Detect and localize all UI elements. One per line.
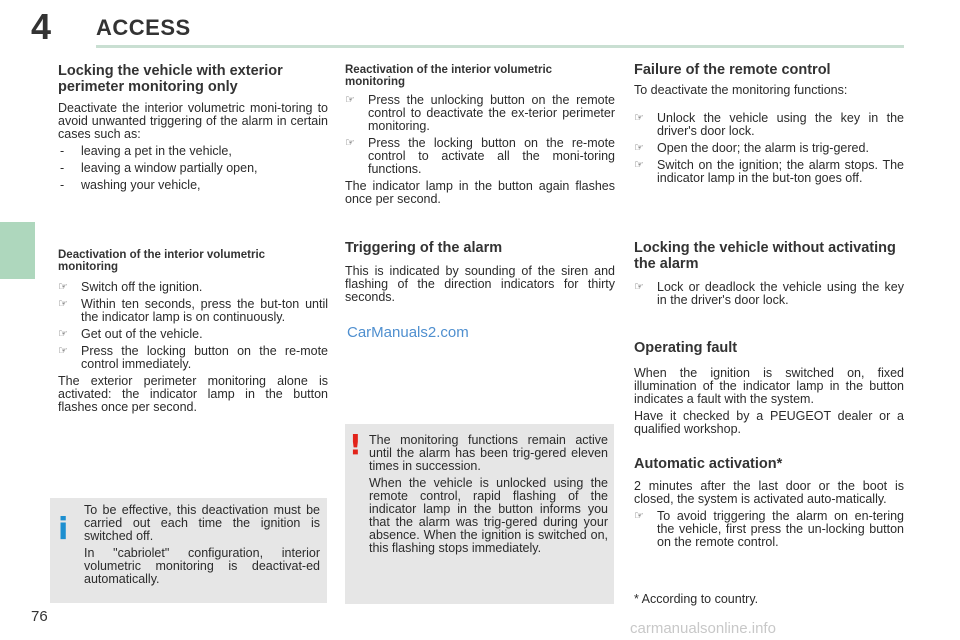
watermark-carmanualsonline[interactable]: carmanualsonline.info	[630, 620, 776, 637]
fault-text: Have it checked by a PEUGEOT dealer or a qualified workshop.	[634, 409, 904, 436]
reactivation-note: The indicator lamp in the button again flashes once per second.	[345, 179, 615, 206]
hand-pointer-icon: ☞	[58, 298, 68, 310]
deactivation-step: ☞ Press the locking button on the re-mote control immediately.	[58, 344, 328, 371]
warning-box-text: The monitoring functions remain active until the alarm has been trig-gered eleven times in succession. When the vehicle is unlocked using the remote control, rapid flashing of the indicator lamp in the button informs you that the alarm was trig-gered during your absence. When the ignition is switched on, this flashing stops immediately.	[369, 433, 608, 555]
case-item: - washing your vehicle,	[60, 178, 201, 192]
hand-pointer-icon: ☞	[634, 281, 644, 293]
intro-text: Deactivate the interior volumetric moni-toring to avoid unwanted triggering of the alarm in certain cases such as:	[58, 101, 328, 141]
failure-title: Failure of the remote control	[634, 62, 831, 78]
auto-activation-step: ☞ To avoid triggering the alarm on en-tering the vehicle, first press the un-locking button on the remote control.	[634, 509, 904, 549]
warning-box	[345, 424, 614, 604]
triggering-title: Triggering of the alarm	[345, 240, 503, 256]
fault-title: Operating fault	[634, 340, 738, 356]
page-title: ACCESS	[96, 15, 191, 40]
section-lock-without-alarm	[634, 240, 904, 307]
watermark-carmanuals[interactable]: CarManuals2.com	[347, 324, 469, 341]
reactivation-title: Reactivation of the interior volumetric monitoring	[345, 64, 553, 88]
page-number: 76	[31, 608, 48, 625]
hand-pointer-icon: ☞	[345, 94, 355, 106]
hand-pointer-icon: ☞	[634, 510, 644, 522]
info-box	[50, 498, 327, 603]
section-automatic-activation	[634, 456, 904, 549]
section-operating-fault	[634, 340, 904, 436]
locking-title: Locking the vehicle without activating the alarm	[634, 240, 896, 272]
hand-pointer-icon: ☞	[58, 345, 68, 357]
hand-pointer-icon: ☞	[634, 112, 644, 124]
info-box-text: To be effective, this deactivation must be carried out each time the ignition is switched off. In "cabriolet" configuration, interior volumetric monitoring is deactivat-ed automatically.	[84, 503, 320, 586]
chapter-side-tab	[0, 222, 35, 279]
auto-activation-title: Automatic activation*	[634, 456, 783, 472]
section-reactivation	[345, 64, 615, 206]
section-deactivation	[58, 249, 328, 414]
chapter-number: 4	[31, 6, 52, 47]
failure-step: ☞ Switch on the ignition; the alarm stops. The indicator lamp in the but-ton goes off.	[634, 158, 904, 185]
section-exterior-monitoring	[58, 63, 328, 192]
hand-pointer-icon: ☞	[58, 328, 68, 340]
auto-activation-text: 2 minutes after the last door or the boot is closed, the system is activated auto-matically.	[634, 479, 904, 506]
section-remote-failure	[634, 62, 904, 185]
case-item: - leaving a pet in the vehicle,	[60, 144, 232, 158]
deactivation-note: The exterior perimeter monitoring alone is activated: the indicator lamp in the button flashes once per second.	[58, 374, 328, 414]
reactivation-step: ☞ Press the unlocking button on the remote control to deactivate the ex-terior perimeter monitoring.	[345, 93, 615, 133]
deactivation-step: ☞ Switch off the ignition.	[58, 280, 203, 294]
hand-pointer-icon: ☞	[634, 159, 644, 171]
fault-text: When the ignition is switched on, fixed illumination of the indicator lamp in the button indicates a fault with the system.	[634, 366, 904, 406]
header-rule	[96, 45, 904, 48]
info-icon: i	[58, 512, 69, 547]
case-item: - leaving a window partially open,	[60, 161, 258, 175]
section-title-exterior-monitoring: Locking the vehicle with exterior perimeter monitoring only	[58, 63, 283, 95]
warning-icon: !	[349, 428, 362, 461]
hand-pointer-icon: ☞	[345, 137, 355, 149]
footnote: * According to country.	[634, 592, 759, 606]
reactivation-step: ☞ Press the locking button on the re-mote control to activate all the moni-toring functions.	[345, 136, 615, 176]
deactivation-step: ☞ Get out of the vehicle.	[58, 327, 203, 341]
deactivation-step: ☞ Within ten seconds, press the but-ton until the indicator lamp is on continuously.	[58, 297, 328, 324]
triggering-text: This is indicated by sounding of the siren and flashing of the direction indicators for thirty seconds.	[345, 264, 615, 304]
failure-step: ☞ Unlock the vehicle using the key in the driver's door lock.	[634, 111, 904, 138]
section-triggering	[345, 240, 615, 304]
deactivation-title: Deactivation of the interior volumetric monitoring	[58, 249, 266, 273]
failure-intro: To deactivate the monitoring functions:	[634, 83, 848, 97]
hand-pointer-icon: ☞	[58, 281, 68, 293]
failure-step: ☞ Open the door; the alarm is trig-gered.	[634, 141, 869, 155]
hand-pointer-icon: ☞	[634, 142, 644, 154]
locking-step: ☞ Lock or deadlock the vehicle using the key in the driver's door lock.	[634, 280, 904, 307]
